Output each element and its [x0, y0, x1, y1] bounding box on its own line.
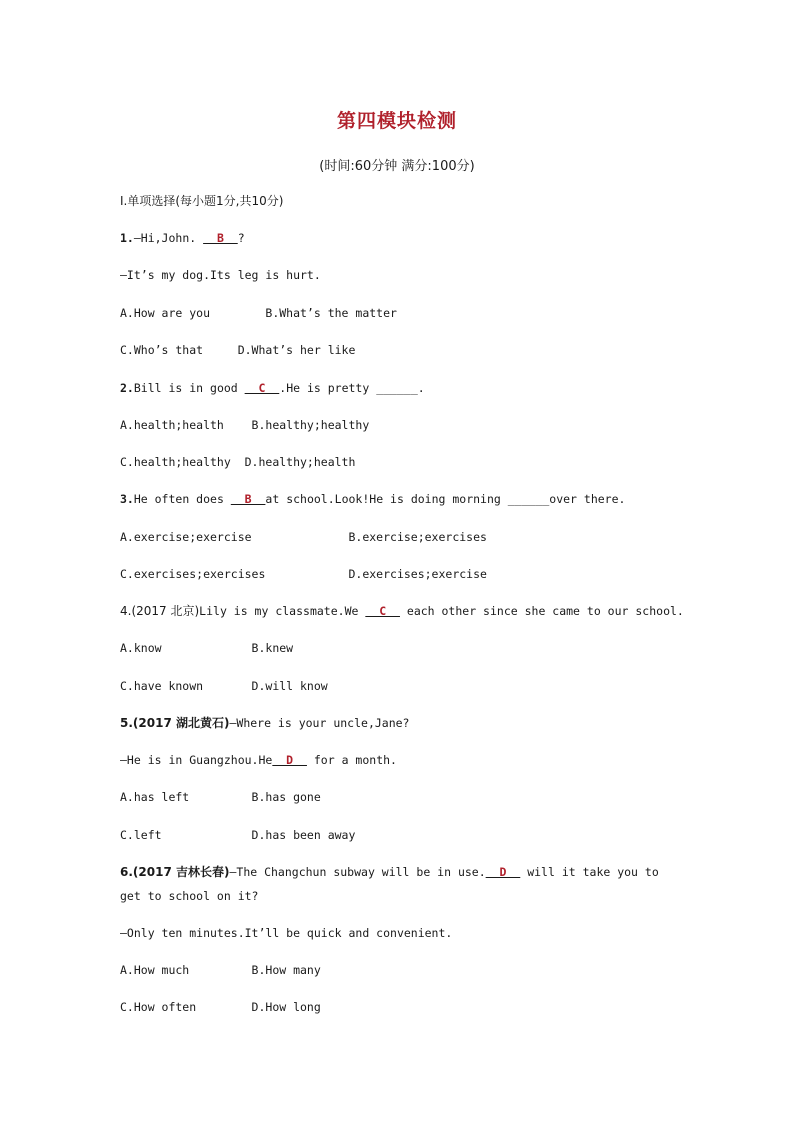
- question-number: 2.: [120, 381, 134, 395]
- question-text: Lily is my classmate.We: [199, 604, 366, 618]
- question-3: [120, 491, 625, 507]
- options-row: A.exercise;exercise B.exercise;exercises: [120, 530, 487, 544]
- question-text: —The Changchun subway will be in use.: [229, 865, 486, 879]
- question-2: [120, 380, 425, 396]
- answer-blank: D: [272, 753, 307, 767]
- question-text: —Where is your uncle,Jane?: [229, 716, 410, 730]
- question-number: 1.: [120, 231, 134, 245]
- question-text: each other since she came to our school.: [399, 604, 684, 618]
- question-text-continued: get to school on it?: [120, 889, 259, 903]
- answer-blank: C: [365, 604, 400, 618]
- options-row: C.Who’s that D.What’s her like: [120, 343, 356, 357]
- question-number: 6.(2017 吉林长春): [120, 865, 230, 879]
- question-5: [120, 715, 409, 731]
- options-row: C.health;healthy D.healthy;health: [120, 455, 356, 469]
- options-row: C.left D.has been away: [120, 828, 356, 842]
- options-row: A.How much B.How many: [120, 963, 321, 977]
- answer-blank: B: [230, 492, 266, 506]
- section-heading: Ⅰ.单项选择(每小题1分,共10分): [120, 194, 284, 208]
- question-text: —He is in Guangzhou.He: [120, 753, 273, 767]
- question-4: [120, 603, 684, 619]
- options-row: A.How are you B.What’s the matter: [120, 306, 397, 320]
- options-row: C.exercises;exercises D.exercises;exercise: [120, 567, 487, 581]
- question-number: 4.(2017 北京): [120, 604, 200, 618]
- question-number: 3.: [120, 492, 134, 506]
- options-row: C.have known D.will know: [120, 679, 328, 693]
- page-title: 第四模块检测: [336, 110, 457, 132]
- answer-blank: C: [244, 381, 280, 395]
- dialogue-line: —It’s my dog.Its leg is hurt.: [120, 268, 321, 282]
- question-text: —Hi,John.: [133, 231, 204, 245]
- dialogue-line: —Only ten minutes.It’ll be quick and convenient.: [120, 926, 453, 940]
- question-text: at school.Look!He is doing morning ______over there.: [265, 492, 626, 506]
- options-row: A.has left B.has gone: [120, 790, 321, 804]
- question-text: for a month.: [306, 753, 397, 767]
- question-text: ?: [237, 231, 245, 245]
- time-score-info: (时间:60分钟 满分:100分): [319, 159, 475, 174]
- options-row: A.health;health B.healthy;healthy: [120, 418, 370, 432]
- options-row: C.How often D.How long: [120, 1000, 321, 1014]
- answer-blank: B: [203, 231, 238, 245]
- answer-blank: D: [485, 865, 521, 879]
- question-text: .He is pretty ______.: [279, 381, 425, 395]
- question-text: Bill is in good: [133, 381, 245, 395]
- options-row: A.know B.knew: [120, 641, 294, 655]
- question-6: [120, 864, 659, 880]
- question-1: [120, 230, 245, 246]
- dialogue-line: [120, 752, 397, 768]
- question-text: will it take you to: [520, 865, 659, 879]
- question-number: 5.(2017 湖北黄石): [120, 716, 230, 730]
- question-text: He often does: [133, 492, 231, 506]
